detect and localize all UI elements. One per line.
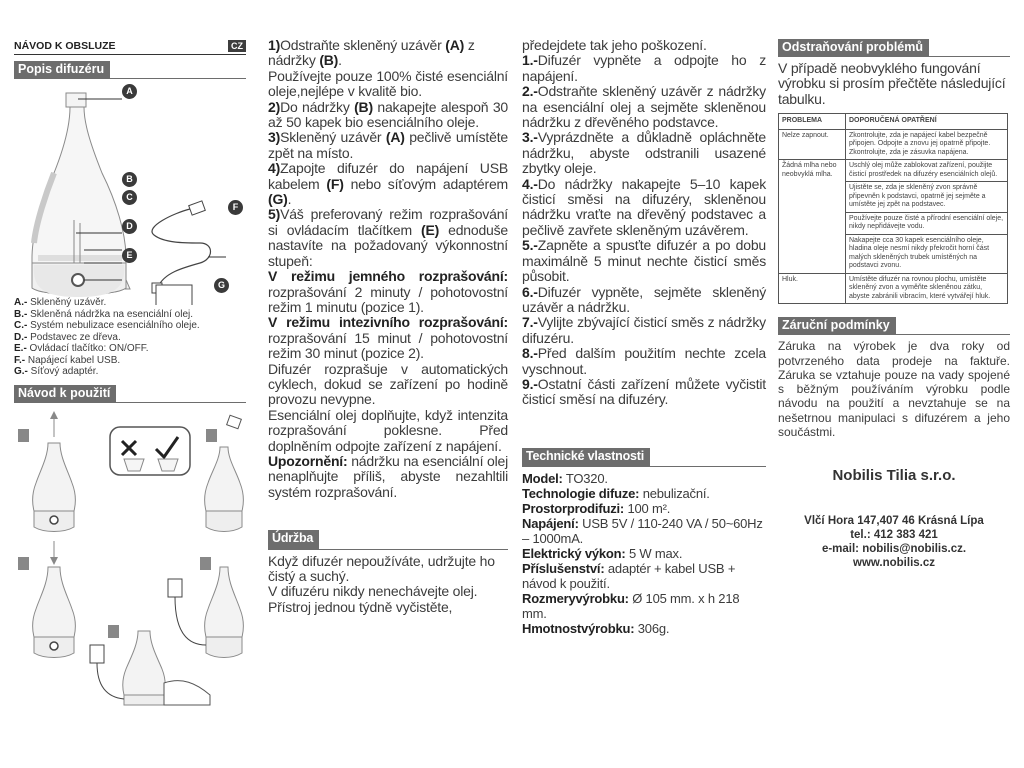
- instruction-5: 5)Váš preferovaný režim rozprašování si ovládacím tlačítkem (E) ednoduše nastavíte na požadovaný výkonnostní stupeň:: [268, 206, 509, 269]
- cleaning-step: 1.-Difuzér vypněte a odpojte ho z napájení.: [522, 52, 766, 84]
- spec-item: Technologie difuze: nebulizační.: [522, 486, 710, 502]
- table-row: Hluk. Umístěte difuzér na rovnou plochu, umístěte skleněný zvon a vyměňte skleněnou zátku, abyste zabránili vibracím, které vytvářejí hluk.: [779, 273, 1008, 304]
- table-header-problem: PROBLEMA: [779, 114, 846, 130]
- cleaning-step: 8.-Před dalším použitím nechte zcela vyschnout.: [522, 345, 766, 377]
- table-header-row: [779, 114, 1008, 130]
- company-phone: tel.: 412 383 421: [850, 529, 938, 542]
- spec-item: Prostorprodifuzi: 100 m².: [522, 501, 671, 517]
- cleaning-step: 3.-Vyprázdněte a důkladně opláchněte nádržku, abyste odstranili usazené zbytky oleje.: [522, 129, 766, 177]
- label-circle-d: D: [122, 219, 137, 234]
- instruction-3: 3)Skleněný uzávěr (A) pečlivě umístěte zpět na místo.: [268, 129, 508, 161]
- cleaning-step: 2.-Odstraňte skleněný uzávěr z nádržky na esenciální olej a sejměte skleněnou nádržku z dřevěného podstavce.: [522, 83, 766, 131]
- company-name: Nobilis Tilia s.r.o.: [832, 467, 956, 485]
- table-row: Ujistěte se, zda je skleněný zvon správně připevněn k podstavci, opatrně jej sejměte a umístěte jej zpět na podstavec.: [779, 182, 1008, 213]
- label-circle-g: G: [214, 278, 229, 293]
- section-heading-maintenance: Údržba: [268, 530, 508, 549]
- cleaning-step: 7.-Vylijte zbývající čisticí směs z nádržky difuzéru.: [522, 314, 766, 346]
- column-3: [522, 38, 766, 636]
- cleaning-step: 5.-Zapněte a spusťte difuzér a po dobu maximálně 5 minut nechte čisticí směs působit.: [522, 237, 766, 285]
- cleaning-step: 4.-Do nádržky nakapejte 5–10 kapek čisticí směsi na difuzéry, skleněnou nádržku vraťte na dřevěný podstavec a pečlivě zavřete skleněným uzávěrem.: [522, 175, 766, 238]
- label-circle-e: E: [122, 248, 137, 263]
- parts-legend: [14, 297, 246, 378]
- maintenance-text-2: V difuzéru nikdy nenechávejte olej. Přístroj jednou týdně vyčistěte,: [268, 583, 478, 615]
- spec-item: Napájení: USB 5V / 110-240 VA / 50~60Hz – 1000mA.: [522, 516, 763, 547]
- instruction-2: 2)Do nádržky (B) nakapejte alespoň 30 až 50 kapek bio esenciálního oleje.: [268, 98, 508, 131]
- warranty-text: Záruka na výrobek je dva roky od potvrzeného data prodeje na faktuře. Záruka se vztahuje pouze na vady spojené s běžným používáním výrobku podle návodu na použití a nevztahuje se na nešetrnou manipulaci s difuzérem a jeho součástmi.: [778, 339, 1010, 439]
- column-4: [778, 38, 1010, 570]
- step-number-4: 4: [201, 591, 206, 600]
- step-number-1: 1: [19, 463, 24, 472]
- legend-item: D.- Podstavec ze dřeva.: [14, 331, 121, 343]
- legend-item: A.- Skleněný uzávěr.: [14, 297, 107, 308]
- label-circle-b: B: [122, 172, 137, 187]
- company-contact: [778, 514, 1010, 570]
- maintenance-intro: předejdete tak jeho poškození.: [522, 37, 707, 53]
- spec-list: [522, 471, 766, 636]
- step-number-3: 3: [19, 591, 24, 600]
- troubleshooting-table: [778, 113, 1008, 304]
- step-number-2: 2: [207, 463, 212, 472]
- legend-item: C.- Systém nebulizace esenciálního oleje.: [14, 320, 200, 331]
- legend-item: G.- Síťový adaptér.: [14, 366, 99, 377]
- mode-gentle: V režimu jemného rozprašování: rozprašování 2 minuty / pohotovostní režim 1 minutu (pozice 1).: [268, 268, 508, 315]
- spec-item: Příslušenství: adaptér + kabel USB + návod k použití.: [522, 561, 736, 592]
- company-email: e-mail: nobilis@nobilis.cz.: [821, 543, 967, 556]
- table-row: Nakapejte cca 30 kapek esenciálního oleje, hladina oleje nesmí nikdy překročit horní část malých skleněných trubek umístěných na podstavci zvonu.: [779, 234, 1008, 273]
- refill-note: Esenciální olej doplňujte, když intenzita rozprašování poklesne. Před doplněním odpojte zařízení z napájení.: [268, 406, 508, 454]
- table-row: Žádná mlha nebo neobvyklá mlha. Uschlý olej může zablokovat zařízení, použijte čisticí prostředek na difuzéry esenciálních olejů.: [779, 160, 1008, 182]
- table-row: Nelze zapnout. Zkontrolujte, zda je napájecí kabel bezpečně připojen. Odpojte a znovu jej opatrně připojte. Zkontrolujte, zda je zásuvka napájena.: [779, 129, 1008, 160]
- column-1: [14, 0, 246, 707]
- column-2: [268, 38, 508, 615]
- section-heading-warranty: Záruční podmínky: [778, 316, 1010, 335]
- instruction-1-note: Používejte pouze 100% čisté esenciální oleje,nejlépe v kvalitě bio.: [268, 67, 508, 100]
- manual-header: [14, 38, 246, 55]
- table-row: Používejte pouze čisté a přírodní esenciální oleje, nikdy nepřidávejte vodu.: [779, 212, 1008, 234]
- instruction-1: 1)Odstraňte skleněný uzávěr (A) z nádržky (B).: [268, 37, 475, 69]
- legend-item: B.- Skleněná nádržka na esenciální olej.: [14, 308, 194, 320]
- section-heading-description: Popis difuzéru: [14, 60, 246, 79]
- warning: Upozornění: nádržku na esenciální olej nenaplňujte příliš, abyste nezahltili systém rozprašování.: [268, 452, 508, 500]
- mode-intense: V režimu intezivního rozprašování: rozprašování 15 minut / pohotovostní režim 30 minut (pozice 2).: [268, 314, 508, 362]
- troubleshooting-intro: V případě neobvyklého fungování výrobku si prosím přečtěte následující tabulku.: [778, 60, 1006, 107]
- company-address: Vlčí Hora 147,407 46 Krásná Lípa: [804, 515, 984, 528]
- manual-title: NÁVOD K OBSLUZE: [14, 40, 116, 52]
- step-number-5: 5: [109, 659, 114, 668]
- usage-illustrations: [14, 407, 246, 707]
- spec-item: Rozmeryvýrobku: Ø 105 mm. x h 218 mm.: [522, 591, 740, 622]
- legend-item: F.- Napájecí kabel USB.: [14, 354, 121, 366]
- spec-item: Model: TO320.: [522, 471, 608, 487]
- auto-cycle-note: Difuzér rozprašuje v automatických cyklech, dokud se zařízení po hodině provozu nevypne.: [268, 360, 508, 408]
- label-circle-c: C: [122, 190, 137, 205]
- legend-item: E.- Ovládací tlačítko: ON/OFF.: [14, 343, 149, 354]
- language-badge: CZ: [228, 40, 246, 52]
- label-circle-a: A: [122, 84, 137, 99]
- section-heading-troubleshooting: Odstraňování problémů: [778, 38, 1010, 57]
- section-heading-tech: Technické vlastnosti: [522, 448, 766, 467]
- cleaning-step: 6.-Difuzér vypněte, sejměte skleněný uzávěr a nádržku.: [522, 283, 766, 315]
- table-header-action: DOPORUČENÁ OPATŘENÍ: [846, 114, 1008, 130]
- label-circle-f: F: [228, 200, 243, 215]
- company-website: www.nobilis.cz: [853, 557, 935, 570]
- section-heading-usage: Návod k použití: [14, 384, 246, 403]
- spec-item: Hmotnostvýrobku: 306g.: [522, 621, 670, 637]
- maintenance-text-1: Když difuzér nepoužíváte, udržujte ho čistý a suchý.: [268, 552, 495, 584]
- spec-item: Elektrický výkon: 5 W max.: [522, 546, 683, 562]
- instruction-4: 4)Zapojte difuzér do napájení USB kabelem (F) nebo síťovým adaptérem (G).: [268, 160, 508, 208]
- cleaning-step: 9.-Ostatní části zařízení můžete vyčistit čisticí směsí na difuzéry.: [522, 375, 766, 408]
